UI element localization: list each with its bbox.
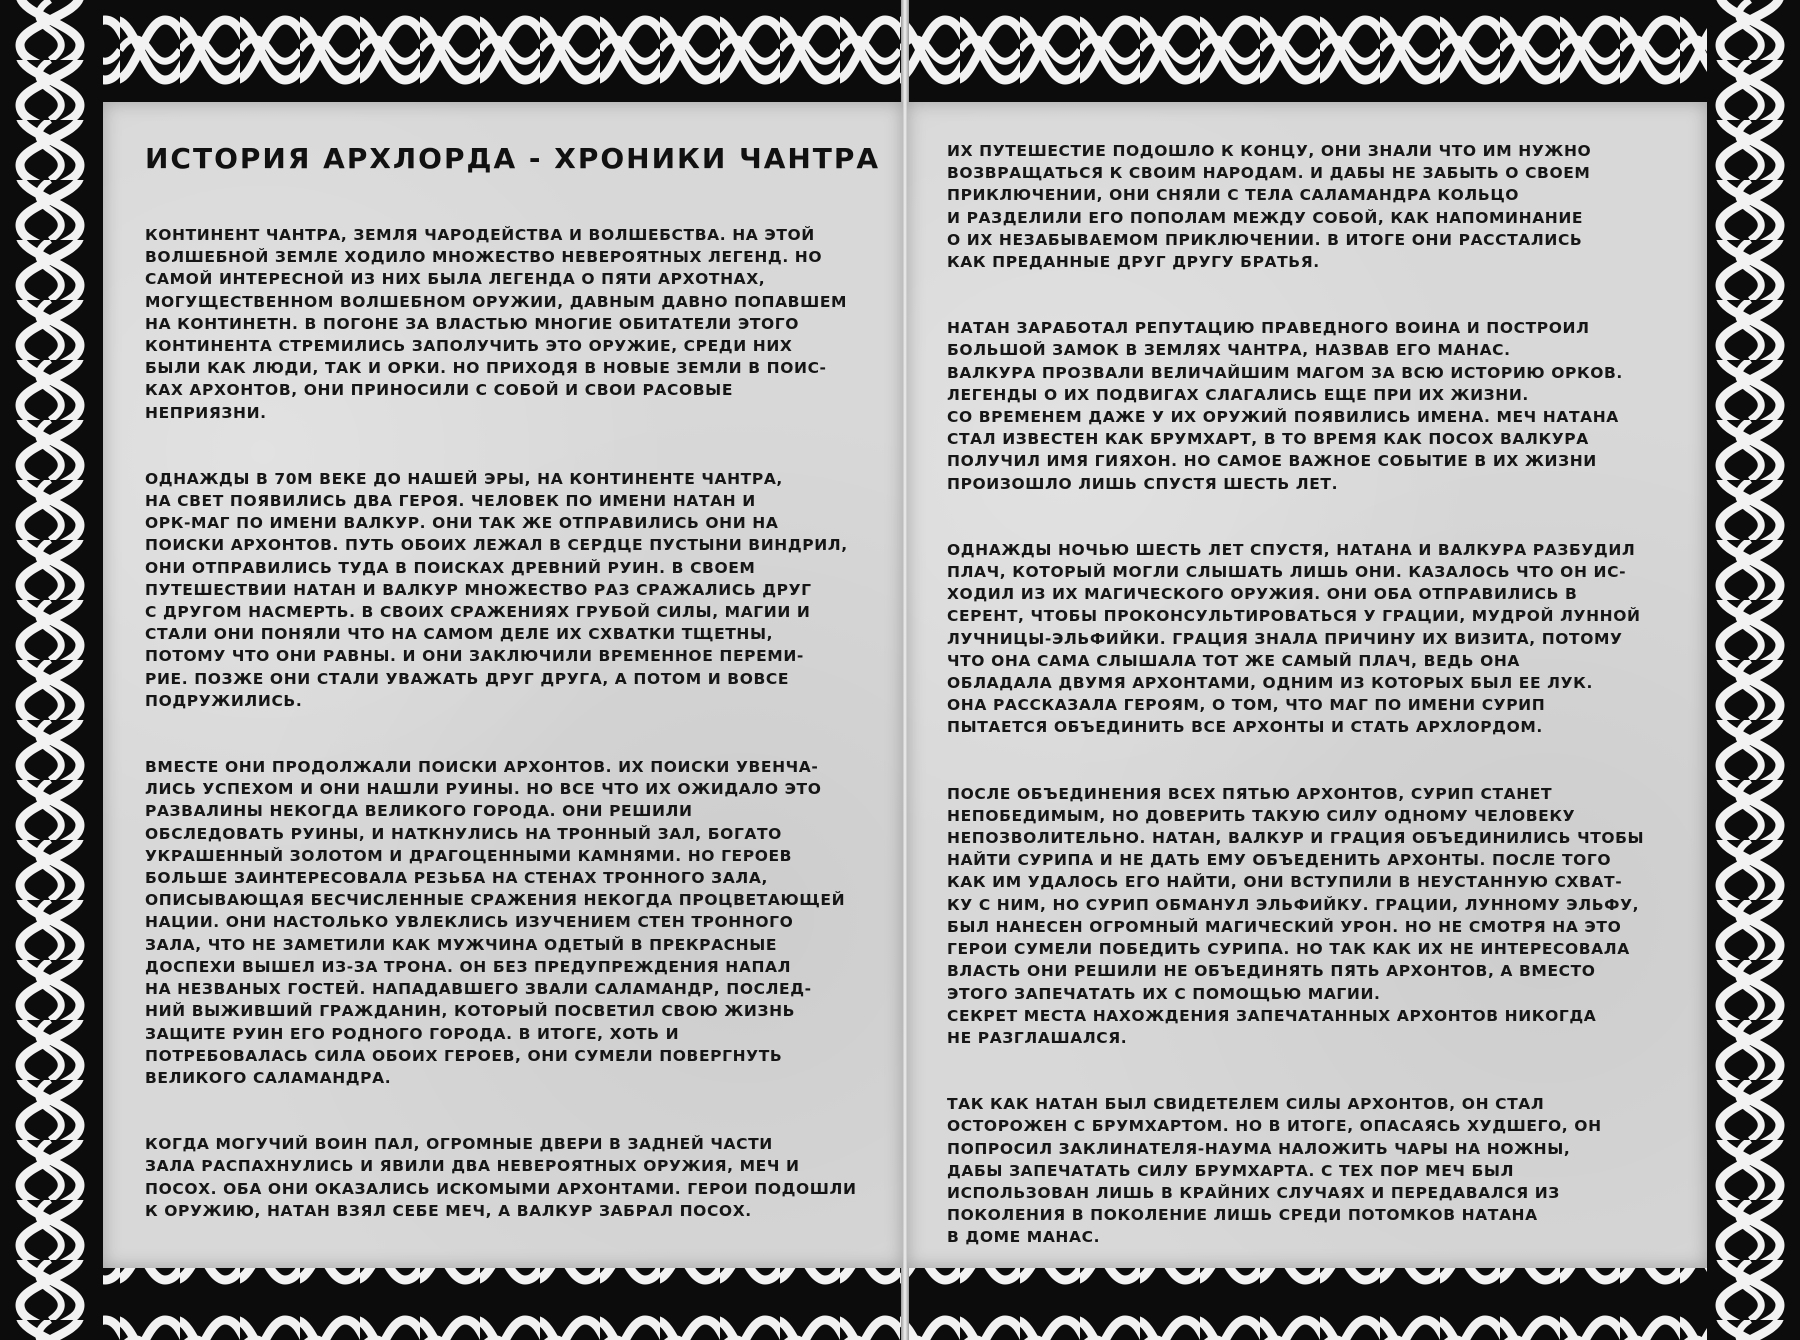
page-title: ИСТОРИЯ АРХЛОРДА - ХРОНИКИ ЧАНТРА bbox=[145, 142, 881, 175]
left-text-column bbox=[145, 224, 885, 1266]
paragraph: НАТАН ЗАРАБОТАЛ РЕПУТАЦИЮ ПРАВЕДНОГО ВОИНА И ПОСТРОИЛ БОЛЬШОЙ ЗАМОК В ЗЕМЛЯХ ЧАНТРА, НАЗВАВ ЕГО МАНАС. ВАЛКУРА ПРОЗВАЛИ ВЕЛИЧАЙШИМ МАГОМ ЗА ВСЮ ИСТОРИЮ ОРКОВ. ЛЕГЕНДЫ О ИХ ПОДВИГАХ СЛАГАЛИСЬ ЕЩЕ ПРИ ИХ ЖИЗНИ. СО ВРЕМЕНЕМ ДАЖЕ У ИХ ОРУЖИЙ ПОЯВИЛИСЬ ИМЕНА. МЕЧ НАТАНА СТАЛ ИЗВЕСТЕН КАК БРУМХАРТ, В ТО ВРЕМЯ КАК ПОСОХ ВАЛКУРА ПОЛУЧИЛ ИМЯ ГИЯХОН. НО САМОЕ ВАЖНОЕ СОБЫТИЕ В ИХ ЖИЗНИ ПРОИЗОШЛО ЛИШЬ СПУСТЯ ШЕСТЬ ЛЕТ. bbox=[947, 319, 1623, 493]
paragraph: ИХ ПУТЕШЕСТИЕ ПОДОШЛО К КОНЦУ, ОНИ ЗНАЛИ ЧТО ИМ НУЖНО ВОЗВРАЩАТЬСЯ К СВОИМ НАРОДАМ. И ДАБЫ НЕ ЗАБЫТЬ О СВОЕМ ПРИКЛЮЧЕНИИ, ОНИ СНЯЛИ С ТЕЛА САЛАМАНДРА КОЛЬЦО И РАЗДЕЛИЛИ ЕГО ПОПОЛАМ МЕЖДУ СОБОЙ, КАК НАПОМИНАНИЕ О ИХ НЕЗАБЫВАЕМОМ ПРИКЛЮЧЕНИИ. В ИТОГЕ ОНИ РАССТАЛИСЬ КАК ПРЕДАННЫЕ ДРУГ ДРУГУ БРАТЬЯ. bbox=[947, 142, 1592, 272]
paragraph: ТАК КАК НАТАН БЫЛ СВИДЕТЕЛЕМ СИЛЫ АРХОНТОВ, ОН СТАЛ ОСТОРОЖЕН С БРУМХАРТОМ. НО В ИТОГЕ, ОПАСАЯСЬ ХУДШЕГО, ОН ПОПРОСИЛ ЗАКЛИНАТЕЛЯ-НАУМА НАЛОЖИТЬ ЧАРЫ НА НОЖНЫ, ДАБЫ ЗАПЕЧАТАТЬ СИЛУ БРУМХАРТА. С ТЕХ ПОР МЕЧ БЫЛ ИСПОЛЬЗОВАН ЛИШЬ В КРАЙНИХ СЛУЧАЯХ И ПЕРЕДАВАЛСЯ ИЗ ПОКОЛЕНИЯ В ПОКОЛЕНИЕ ЛИШЬ СРЕДИ ПОТОМКОВ НАТАНА В ДОМЕ МАНАС. bbox=[947, 1095, 1602, 1247]
paragraph: ВМЕСТЕ ОНИ ПРОДОЛЖАЛИ ПОИСКИ АРХОНТОВ. ИХ ПОИСКИ УВЕНЧА- ЛИСЬ УСПЕХОМ И ОНИ НАШЛИ РУИНЫ. НО ВСЕ ЧТО ИХ ОЖИДАЛО ЭТО РАЗВАЛИНЫ НЕКОГДА ВЕЛИКОГО ГОРОДА. ОНИ РЕШИЛИ ОБСЛЕДОВАТЬ РУИНЫ, И НАТКНУЛИСЬ НА ТРОННЫЙ ЗАЛ, БОГАТО УКРАШЕННЫЙ ЗОЛОТОМ И ДРАГОЦЕННЫМИ КАМНЯМИ. НО ГЕРОЕВ БОЛЬШЕ ЗАИНТЕРЕСОВАЛА РЕЗЬБА НА СТЕНАХ ТРОННОГО ЗАЛА, ОПИСЫВАЮЩАЯ БЕСЧИСЛЕННЫЕ СРАЖЕНИЯ НЕКОГДА ПРОЦВЕТАЮЩЕЙ НАЦИИ. ОНИ НАСТОЛЬКО УВЛЕКЛИСЬ ИЗУЧЕНИЕМ СТЕН ТРОННОГО ЗАЛА, ЧТО НЕ ЗАМЕТИЛИ КАК МУЖЧИНА ОДЕТЫЙ В ПРЕКРАСНЫЕ ДОСПЕХИ ВЫШЕЛ ИЗ-ЗА ТРОНА. ОН БЕЗ ПРЕДУПРЕЖДЕНИЯ НАПАЛ НА НЕЗВАНЫХ ГОСТЕЙ. НАПАДАВШЕГО ЗВАЛИ САЛАМАНДР, ПОСЛЕД- НИЙ ВЫЖИВШИЙ ГРАЖДАНИН, КОТОРЫЙ ПОСВЕТИЛ СВОЮ ЖИЗНЬ ЗАЩИТЕ РУИН ЕГО РОДНОГО ГОРОДА. В ИТОГЕ, ХОТЬ И ПОТРЕБОВАЛАСЬ СИЛА ОБОИХ ГЕРОЕВ, ОНИ СУМЕЛИ ПОВЕРГНУТЬ ВЕЛИКОГО САЛАМАНДРА. bbox=[145, 758, 846, 1087]
paragraph: ОДНАЖДЫ В 70М ВЕКЕ ДО НАШЕЙ ЭРЫ, НА КОНТИНЕНТЕ ЧАНТРА, НА СВЕТ ПОЯВИЛИСЬ ДВА ГЕРОЯ. ЧЕЛОВЕК ПО ИМЕНИ НАТАН И ОРК-МАГ ПО ИМЕНИ ВАЛКУР. ОНИ ТАК ЖЕ ОТПРАВИЛИСЬ ОНИ НА ПОИСКИ АРХОНТОВ. ПУТЬ ОБОИХ ЛЕЖАЛ В СЕРДЦЕ ПУСТЫНИ ВИНДРИЛ, ОНИ ОТПРАВИЛИСЬ ТУДА В ПОИСКАХ ДРЕВНИЙ РУИН. В СВОЕМ ПУТЕШЕСТВИИ НАТАН И ВАЛКУР МНОЖЕСТВО РАЗ СРАЖАЛИСЬ ДРУГ С ДРУГОМ НАСМЕРТЬ. В СВОИХ СРАЖЕНИЯХ ГРУБОЙ СИЛЫ, МАГИИ И СТАЛИ ОНИ ПОНЯЛИ ЧТО НА САМОМ ДЕЛЕ ИХ СХВАТКИ ТЩЕТНЫ, ПОТОМУ ЧТО ОНИ РАВНЫ. И ОНИ ЗАКЛЮЧИЛИ ВРЕМЕННОЕ ПЕРЕМИ- РИЕ. ПОЗЖЕ ОНИ СТАЛИ УВАЖАТЬ ДРУГ ДРУГА, А ПОТОМ И ВОВСЕ ПОДРУЖИЛИСЬ. bbox=[145, 469, 848, 710]
paragraph: ПОСЛЕ ОБЪЕДИНЕНИЯ ВСЕХ ПЯТЬЮ АРХОНТОВ, СУРИП СТАНЕТ НЕПОБЕДИМЫМ, НО ДОВЕРИТЬ ТАКУЮ СИЛУ ОДНОМУ ЧЕЛОВЕКУ НЕПОЗВОЛИТЕЛЬНО. НАТАН, ВАЛКУР И ГРАЦИЯ ОБЪЕДИНИЛИСЬ ЧТОБЫ НАЙТИ СУРИПА И НЕ ДАТЬ ЕМУ ОБЪЕДЕНИТЬ АРХОНТЫ. ПОСЛЕ ТОГО КАК ИМ УДАЛОСЬ ЕГО НАЙТИ, ОНИ ВСТУПИЛИ В НЕУСТАННУЮ СХВАТ- КУ С НИМ, НО СУРИП ОБМАНУЛ ЭЛЬФИЙКУ. ГРАЦИИ, ЛУННОМУ ЭЛЬФУ, БЫЛ НАНЕСЕН ОГРОМНЫЙ МАГИЧЕСКИЙ УРОН. НО НЕ СМОТРЯ НА ЭТО ГЕРОИ СУМЕЛИ ПОБЕДИТЬ СУРИПА. НО ТАК КАК ИХ НЕ ИНТЕРЕСОВАЛА ВЛАСТЬ ОНИ РЕШИЛИ НЕ ОБЪЕДИНЯТЬ ПЯТЬ АРХОНТОВ, А ВМЕСТО ЭТОГО ЗАПЕЧАТАТЬ ИХ С ПОМОЩЬЮ МАГИИ. СЕКРЕТ МЕСТА НАХОЖДЕНИЯ ЗАПЕЧАТАННЫХ АРХОНТОВ НИКОГДА НЕ РАЗГЛАШАЛСЯ. bbox=[947, 784, 1645, 1047]
paragraph: КОНТИНЕНТ ЧАНТРА, ЗЕМЛЯ ЧАРОДЕЙСТВА И ВОЛШЕБСТВА. НА ЭТОЙ ВОЛШЕБНОЙ ЗЕМЛЕ ХОДИЛО МНОЖЕСТВО НЕВЕРОЯТНЫХ ЛЕГЕНД. НО САМОЙ ИНТЕРЕСНОЙ ИЗ НИХ БЫЛА ЛЕГЕНДА О ПЯТИ АРХОТНАХ, МОГУЩЕСТВЕННОМ ВОЛШЕБНОМ ОРУЖИИ, ДАВНЫМ ДАВНО ПОПАВШЕМ НА КОНТИНЕТН. В ПОГОНЕ ЗА ВЛАСТЬЮ МНОГИЕ ОБИТАТЕЛИ ЭТОГО КОНТИНЕНТА СТРЕМИЛИСЬ ЗАПОЛУЧИТЬ ЭТО ОРУЖИЕ, СРЕДИ НИХ БЫЛИ КАК ЛЮДИ, ТАК И ОРКИ. НО ПРИХОДЯ В НОВЫЕ ЗЕМЛИ В ПОИС- КАХ АРХОНТОВ, ОНИ ПРИНОСИЛИ С СОБОЙ И СВОИ РАСОВЫЕ НЕПРИЯЗНИ. bbox=[145, 226, 848, 422]
paragraph: КОГДА МОГУЧИЙ ВОИН ПАЛ, ОГРОМНЫЕ ДВЕРИ В ЗАДНЕЙ ЧАСТИ ЗАЛА РАСПАХНУЛИСЬ И ЯВИЛИ ДВА НЕВЕРОЯТНЫХ ОРУЖИЯ, МЕЧ И ПОСОХ. ОБА ОНИ ОКАЗАЛИСЬ ИСКОМЫМИ АРХОНТАМИ. ГЕРОИ ПОДОШЛИ К ОРУЖИЮ, НАТАН ВЗЯЛ СЕБЕ МЕЧ, А ВАЛКУР ЗАБРАЛ ПОСОХ. bbox=[145, 1135, 857, 1220]
paragraph: ОДНАЖДЫ НОЧЬЮ ШЕСТЬ ЛЕТ СПУСТЯ, НАТАНА И ВАЛКУРА РАЗБУДИЛ ПЛАЧ, КОТОРЫЙ МОГЛИ СЛЫШАТЬ ЛИШЬ ОНИ. КАЗАЛОСЬ ЧТО ОН ИС- ХОДИЛ ИЗ ИХ МАГИЧЕСКОГО ОРУЖИЯ. ОНИ ОБА ОТПРАВИЛИСЬ В СЕРЕНТ, ЧТОБЫ ПРОКОНСУЛЬТИРОВАТЬСЯ У ГРАЦИИ, МУДРОЙ ЛУННОЙ ЛУЧНИЦЫ-ЭЛЬФИЙКИ. ГРАЦИЯ ЗНАЛА ПРИЧИНУ ИХ ВИЗИТА, ПОТОМУ ЧТО ОНА САМА СЛЫШАЛА ТОТ ЖЕ САМЫЙ ПЛАЧ, ВЕДЬ ОНА ОБЛАДАЛА ДВУМЯ АРХОНТАМИ, ОДНИМ ИЗ КОТОРЫХ БЫЛ ЕЕ ЛУК. ОНА РАССКАЗАЛА ГЕРОЯМ, О ТОМ, ЧТО МАГ ПО ИМЕНИ СУРИП ПЫТАЕТСЯ ОБЪЕДИНИТЬ ВСЕ АРХОНТЫ И СТАТЬ АРХЛОРДОМ. bbox=[947, 540, 1641, 737]
right-text-column bbox=[947, 140, 1692, 1293]
left-page bbox=[103, 102, 903, 1268]
right-page bbox=[907, 102, 1707, 1268]
